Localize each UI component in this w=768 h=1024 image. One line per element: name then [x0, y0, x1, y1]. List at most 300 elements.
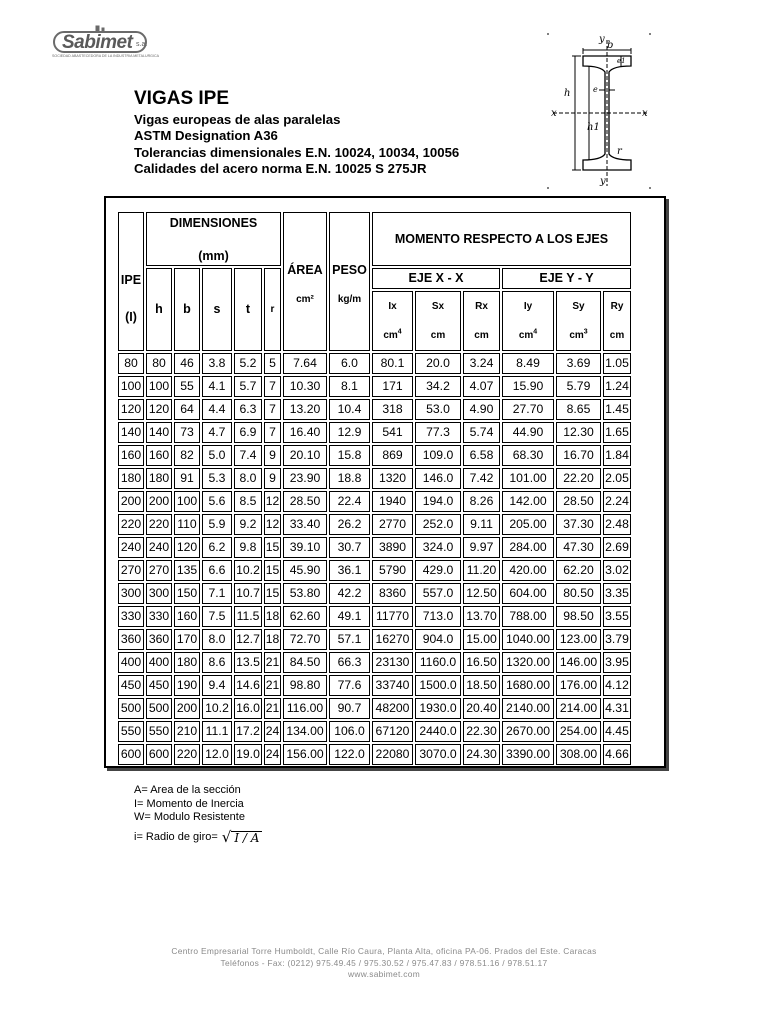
table-cell: 400 [146, 652, 172, 673]
header-s: s [202, 268, 232, 351]
header-eje-y: EJE Y - Y [502, 268, 631, 289]
table-row [118, 468, 631, 489]
subtitle-line-3: Tolerancias dimensionales E.N. 10024, 10034, 10056 [134, 144, 460, 160]
table-cell: 2770 [372, 514, 413, 535]
table-cell: 12.50 [463, 583, 500, 604]
table-cell: 98.80 [283, 675, 327, 696]
table-cell: 5.6 [202, 491, 232, 512]
table-cell: 21 [264, 652, 281, 673]
table-cell: 3.69 [556, 353, 601, 374]
table-cell: 2670.00 [502, 721, 554, 742]
table-cell: 6.3 [234, 399, 262, 420]
table-cell: 47.30 [556, 537, 601, 558]
header-sx: Sx cm [415, 291, 461, 351]
header-rx: Rx cm [463, 291, 500, 351]
table-cell: 180 [118, 468, 144, 489]
table-cell: 1680.00 [502, 675, 554, 696]
table-cell: 1320 [372, 468, 413, 489]
table-cell: 8.6 [202, 652, 232, 673]
ibeam-section-diagram [543, 30, 655, 190]
table-cell: 360 [146, 629, 172, 650]
table-cell: 5.0 [202, 445, 232, 466]
table-cell: 140 [146, 422, 172, 443]
table-cell: 7.4 [234, 445, 262, 466]
table-cell: 24.30 [463, 744, 500, 765]
table-cell: 400 [118, 652, 144, 673]
table-cell: 100 [118, 376, 144, 397]
header-t: t [234, 268, 262, 351]
table-cell: 4.4 [202, 399, 232, 420]
table-cell: 200 [118, 491, 144, 512]
table-cell: 39.10 [283, 537, 327, 558]
table-cell: 122.0 [329, 744, 370, 765]
table-cell: 16.40 [283, 422, 327, 443]
table-cell: 300 [146, 583, 172, 604]
table-cell: 1.05 [603, 353, 631, 374]
table-cell: 2.05 [603, 468, 631, 489]
table-cell: 10.4 [329, 399, 370, 420]
header-b: b [174, 268, 200, 351]
diagram-label-x-right: x [642, 108, 648, 119]
table-cell: 134.00 [283, 721, 327, 742]
table-cell: 146.0 [415, 468, 461, 489]
table-cell: 240 [146, 537, 172, 558]
diagram-label-x-left: x [551, 108, 557, 119]
table-cell: 67120 [372, 721, 413, 742]
table-cell: 18 [264, 629, 281, 650]
table-cell: 100 [146, 376, 172, 397]
header-ipe: IPE (I) [118, 212, 144, 351]
table-cell: 3390.00 [502, 744, 554, 765]
table-cell: 9 [264, 468, 281, 489]
footer-website[interactable]: www.sabimet.com [348, 969, 420, 979]
table-cell: 55 [174, 376, 200, 397]
table-cell: 788.00 [502, 606, 554, 627]
table-cell: 53.80 [283, 583, 327, 604]
table-cell: 6.0 [329, 353, 370, 374]
table-cell: 20.0 [415, 353, 461, 374]
note-inercia: I= Momento de Inercia [134, 797, 244, 810]
table-cell: 8.0 [202, 629, 232, 650]
table-cell: 330 [146, 606, 172, 627]
table-cell: 12.0 [202, 744, 232, 765]
table-cell: 252.0 [415, 514, 461, 535]
table-cell: 4.07 [463, 376, 500, 397]
table-row [118, 583, 631, 604]
table-cell: 600 [118, 744, 144, 765]
table-cell: 80 [118, 353, 144, 374]
table-cell: 14.6 [234, 675, 262, 696]
table-cell: 21 [264, 698, 281, 719]
table-cell: 3.8 [202, 353, 232, 374]
footer-phones: Teléfonos - Fax: (0212) 975.49.45 / 975.30.52 / 975.47.83 / 978.51.16 / 978.51.17 [220, 957, 548, 968]
table-cell: 170 [174, 629, 200, 650]
table-cell: 101.00 [502, 468, 554, 489]
table-cell: 64 [174, 399, 200, 420]
diagram-label-r: r [617, 146, 622, 157]
table-cell: 116.00 [283, 698, 327, 719]
table-cell: 176.00 [556, 675, 601, 696]
table-cell: 5.74 [463, 422, 500, 443]
diagram-label-h: h [564, 88, 571, 99]
table-cell: 30.7 [329, 537, 370, 558]
table-cell: 16.70 [556, 445, 601, 466]
table-row [118, 376, 631, 397]
table-cell: 28.50 [283, 491, 327, 512]
table-cell: 24 [264, 721, 281, 742]
table-cell: 8.5 [234, 491, 262, 512]
table-cell: 180 [146, 468, 172, 489]
table-cell: 2.69 [603, 537, 631, 558]
table-cell: 28.50 [556, 491, 601, 512]
logo-tagline: SOCIEDAD ABASTECEDORA DE LA INDUSTRIA METALURGICA [52, 54, 159, 58]
table-cell: 12.30 [556, 422, 601, 443]
table-cell: 8.26 [463, 491, 500, 512]
table-cell: 11770 [372, 606, 413, 627]
table-cell: 240 [118, 537, 144, 558]
table-cell: 1.84 [603, 445, 631, 466]
note-area: A= Area de la sección [134, 784, 241, 796]
table-cell: 2440.0 [415, 721, 461, 742]
table-cell: 80.50 [556, 583, 601, 604]
table-cell: 8360 [372, 583, 413, 604]
table-row [118, 445, 631, 466]
table-cell: 26.2 [329, 514, 370, 535]
table-cell: 1.65 [603, 422, 631, 443]
table-cell: 100 [174, 491, 200, 512]
table-cell: 10.2 [234, 560, 262, 581]
table-cell: 3.24 [463, 353, 500, 374]
table-cell: 77.3 [415, 422, 461, 443]
table-cell: 110 [174, 514, 200, 535]
table-cell: 160 [146, 445, 172, 466]
table-cell: 106.0 [329, 721, 370, 742]
table-cell: 15 [264, 583, 281, 604]
table-cell: 9.4 [202, 675, 232, 696]
subtitle-line-1: Vigas europeas de alas paralelas [134, 112, 341, 127]
table-cell: 22.4 [329, 491, 370, 512]
ipe-properties-table [116, 210, 633, 767]
table-cell: 80.1 [372, 353, 413, 374]
table-cell: 123.00 [556, 629, 601, 650]
table-cell: 8.49 [502, 353, 554, 374]
table-cell: 4.1 [202, 376, 232, 397]
table-cell: 3070.0 [415, 744, 461, 765]
table-cell: 9.97 [463, 537, 500, 558]
table-cell: 4.12 [603, 675, 631, 696]
table-cell: 869 [372, 445, 413, 466]
table-cell: 429.0 [415, 560, 461, 581]
table-cell: 98.50 [556, 606, 601, 627]
table-cell: 21 [264, 675, 281, 696]
header-dimensiones: DIMENSIONES (mm) [146, 212, 281, 266]
table-cell: 9 [264, 445, 281, 466]
table-cell: 49.1 [329, 606, 370, 627]
table-cell: 13.70 [463, 606, 500, 627]
table-cell: 450 [118, 675, 144, 696]
table-cell: 10.30 [283, 376, 327, 397]
table-cell: 12.7 [234, 629, 262, 650]
table-cell: 205.00 [502, 514, 554, 535]
header-r: r [264, 268, 281, 351]
logo-wordmark: Sabimet [62, 32, 133, 53]
table-cell: 1320.00 [502, 652, 554, 673]
table-cell: 3.79 [603, 629, 631, 650]
table-cell: 15.8 [329, 445, 370, 466]
table-cell: 604.00 [502, 583, 554, 604]
table-cell: 360 [118, 629, 144, 650]
table-cell: 120 [174, 537, 200, 558]
table-cell: 27.70 [502, 399, 554, 420]
table-cell: 18.50 [463, 675, 500, 696]
table-cell: 600 [146, 744, 172, 765]
table-cell: 4.31 [603, 698, 631, 719]
table-cell: 19.0 [234, 744, 262, 765]
table-cell: 23.90 [283, 468, 327, 489]
table-body [118, 353, 631, 765]
table-cell: 12 [264, 491, 281, 512]
table-row [118, 560, 631, 581]
subtitle-line-4: Calidades del acero norma E.N. 10025 S 275JR [134, 161, 427, 177]
table-cell: 13.20 [283, 399, 327, 420]
table-cell: 220 [118, 514, 144, 535]
table-row [118, 537, 631, 558]
table-row [118, 422, 631, 443]
table-cell: 1040.00 [502, 629, 554, 650]
table-cell: 45.90 [283, 560, 327, 581]
table-cell: 17.2 [234, 721, 262, 742]
table-cell: 2140.00 [502, 698, 554, 719]
table-cell: 46 [174, 353, 200, 374]
footer-address: Centro Empresarial Torre Humboldt, Calle Río Caura, Planta Alta, oficina PA-06. Prados del Este. Caracas [171, 946, 597, 956]
diagram-label-y-top: y [599, 34, 605, 45]
header-peso: PESO kg/m [329, 212, 370, 351]
table-cell: 68.30 [502, 445, 554, 466]
table-cell: 7.64 [283, 353, 327, 374]
table-cell: 15.90 [502, 376, 554, 397]
table-cell: 500 [146, 698, 172, 719]
table-cell: 300 [118, 583, 144, 604]
sqrt-formula: √ I / A [222, 831, 263, 846]
table-row [118, 652, 631, 673]
table-cell: 713.0 [415, 606, 461, 627]
table-cell: 66.3 [329, 652, 370, 673]
table-cell: 15 [264, 537, 281, 558]
table-row [118, 353, 631, 374]
table-cell: 220 [146, 514, 172, 535]
table-cell: 160 [118, 445, 144, 466]
table-cell: 36.1 [329, 560, 370, 581]
table-cell: 420.00 [502, 560, 554, 581]
table-cell: 254.00 [556, 721, 601, 742]
table-cell: 34.2 [415, 376, 461, 397]
table-cell: 7 [264, 376, 281, 397]
table-cell: 8.1 [329, 376, 370, 397]
table-cell: 180 [174, 652, 200, 673]
table-cell: 194.0 [415, 491, 461, 512]
table-cell: 5.79 [556, 376, 601, 397]
table-cell: 324.0 [415, 537, 461, 558]
table-cell: 53.0 [415, 399, 461, 420]
table-cell: 3.35 [603, 583, 631, 604]
table-cell: 18 [264, 606, 281, 627]
table-row [118, 629, 631, 650]
table-cell: 7.5 [202, 606, 232, 627]
table-cell: 16.0 [234, 698, 262, 719]
table-cell: 1.24 [603, 376, 631, 397]
table-row [118, 675, 631, 696]
table-cell: 20.10 [283, 445, 327, 466]
table-cell: 557.0 [415, 583, 461, 604]
table-cell: 4.66 [603, 744, 631, 765]
footer [0, 946, 768, 981]
diagram-label-e: e [593, 85, 598, 94]
table-cell: 1940 [372, 491, 413, 512]
table-row [118, 698, 631, 719]
header-iy: Iy $cm^4$ [502, 291, 554, 351]
diagram-label-e1: e1 [617, 57, 626, 65]
table-cell: 33.40 [283, 514, 327, 535]
table-cell: 150 [174, 583, 200, 604]
table-cell: 171 [372, 376, 413, 397]
table-cell: 550 [146, 721, 172, 742]
table-cell: 90.7 [329, 698, 370, 719]
table-cell: 3.02 [603, 560, 631, 581]
table-cell: 904.0 [415, 629, 461, 650]
table-cell: 9.8 [234, 537, 262, 558]
page-title: VIGAS IPE [134, 88, 230, 109]
table-cell: 190 [174, 675, 200, 696]
table-cell: 550 [118, 721, 144, 742]
table-cell: 318 [372, 399, 413, 420]
note-modulo: W= Modulo Resistente [134, 811, 245, 823]
table-cell: 7.42 [463, 468, 500, 489]
table-cell: 9.11 [463, 514, 500, 535]
table-cell: 120 [146, 399, 172, 420]
table-cell: 5.2 [234, 353, 262, 374]
document-heading [134, 88, 459, 178]
table-cell: 146.00 [556, 652, 601, 673]
table-cell: 5.3 [202, 468, 232, 489]
table-cell: 284.00 [502, 537, 554, 558]
table-cell: 5.7 [234, 376, 262, 397]
table-cell: 5.9 [202, 514, 232, 535]
header-h: h [146, 268, 172, 351]
table-cell: 48200 [372, 698, 413, 719]
table-cell: 80 [146, 353, 172, 374]
table-cell: 3.55 [603, 606, 631, 627]
table-cell: 200 [146, 491, 172, 512]
header-ix: Ix $cm^4$ [372, 291, 413, 351]
table-cell: 5790 [372, 560, 413, 581]
table-cell: 140 [118, 422, 144, 443]
table-cell: 22080 [372, 744, 413, 765]
diagram-label-h1: h1 [587, 122, 600, 133]
table-cell: 1.45 [603, 399, 631, 420]
table-cell: 1930.0 [415, 698, 461, 719]
table-cell: 120 [118, 399, 144, 420]
ipe-table-frame [104, 196, 666, 768]
table-cell: 8.65 [556, 399, 601, 420]
table-cell: 12 [264, 514, 281, 535]
logo-suffix: s.a. [136, 41, 148, 48]
table-cell: 82 [174, 445, 200, 466]
table-cell: 12.9 [329, 422, 370, 443]
table-cell: 3890 [372, 537, 413, 558]
table-cell: 220 [174, 744, 200, 765]
table-cell: 23130 [372, 652, 413, 673]
table-row [118, 514, 631, 535]
table-cell: 135 [174, 560, 200, 581]
table-row [118, 721, 631, 742]
subtitle-line-2: ASTM Designation A36 [134, 128, 278, 144]
table-cell: 2.48 [603, 514, 631, 535]
notes [134, 784, 262, 845]
table-cell: 142.00 [502, 491, 554, 512]
table-cell: 156.00 [283, 744, 327, 765]
table-row [118, 491, 631, 512]
table-cell: 22.30 [463, 721, 500, 742]
table-cell: 109.0 [415, 445, 461, 466]
table-cell: 91 [174, 468, 200, 489]
table-cell: 7 [264, 399, 281, 420]
table-cell: 62.60 [283, 606, 327, 627]
table-cell: 9.2 [234, 514, 262, 535]
table-cell: 11.20 [463, 560, 500, 581]
table-cell: 270 [146, 560, 172, 581]
header-momento: MOMENTO RESPECTO A LOS EJES [372, 212, 631, 266]
note-radio-giro: i= Radio de giro= √ I / A [134, 831, 262, 846]
sqrt-symbol-icon: √ [221, 828, 232, 846]
table-cell: 330 [118, 606, 144, 627]
table-cell: 10.2 [202, 698, 232, 719]
table-cell: 500 [118, 698, 144, 719]
table-cell: 214.00 [556, 698, 601, 719]
table-cell: 4.45 [603, 721, 631, 742]
table-row [118, 744, 631, 765]
table-cell: 77.6 [329, 675, 370, 696]
table-row [118, 606, 631, 627]
table-cell: 62.20 [556, 560, 601, 581]
diagram-label-y-bottom: y [600, 176, 606, 187]
table-cell: 4.7 [202, 422, 232, 443]
table-cell: 270 [118, 560, 144, 581]
table-cell: 16270 [372, 629, 413, 650]
table-cell: 308.00 [556, 744, 601, 765]
table-cell: 2.24 [603, 491, 631, 512]
table-cell: 13.5 [234, 652, 262, 673]
table-cell: 3.95 [603, 652, 631, 673]
table-cell: 44.90 [502, 422, 554, 443]
table-cell: 4.90 [463, 399, 500, 420]
table-cell: 160 [174, 606, 200, 627]
header-eje-x: EJE X - X [372, 268, 500, 289]
table-cell: 20.40 [463, 698, 500, 719]
table-cell: 33740 [372, 675, 413, 696]
header-sy: Sy $cm^3$ [556, 291, 601, 351]
diagram-label-b: b [607, 40, 614, 51]
table-cell: 8.0 [234, 468, 262, 489]
table-cell: 84.50 [283, 652, 327, 673]
table-cell: 15.00 [463, 629, 500, 650]
table-cell: 57.1 [329, 629, 370, 650]
table-cell: 11.5 [234, 606, 262, 627]
table-cell: 210 [174, 721, 200, 742]
table-cell: 73 [174, 422, 200, 443]
table-cell: 6.58 [463, 445, 500, 466]
table-cell: 15 [264, 560, 281, 581]
table-cell: 450 [146, 675, 172, 696]
